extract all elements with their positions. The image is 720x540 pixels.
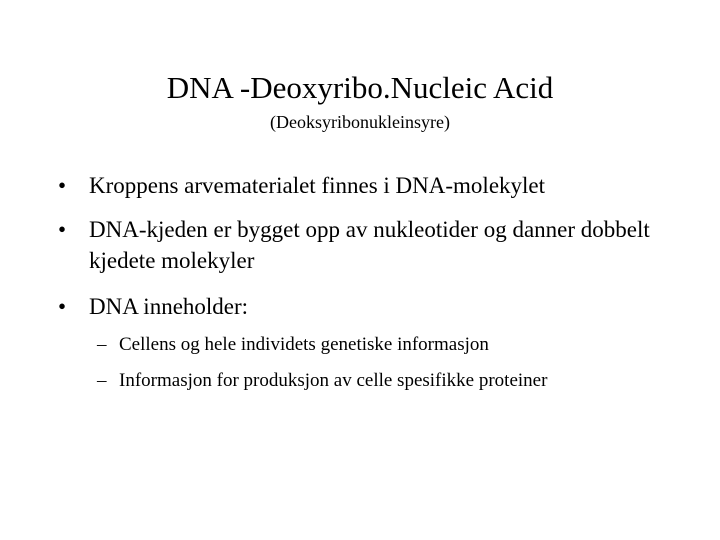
slide-title-text: DNA -Deoxyribo.Nucleic Acid (166, 70, 554, 105)
bullet-text: Kroppens arvematerialet finnes i DNA-molekylet (89, 173, 546, 198)
bullet-marker: • (58, 294, 67, 319)
bullet-text: DNA-kjeden er bygget opp av nukleotider og danner dobbelt kjedete molekyler (89, 217, 650, 273)
bullet-item (58, 214, 678, 276)
sub-bullet-marker: – (97, 334, 107, 355)
sub-bullet-item (97, 369, 697, 393)
bullet-marker: • (58, 173, 67, 198)
bullet-item (58, 291, 678, 322)
bullet-text: DNA inneholder: (89, 294, 249, 319)
slide-subtitle: (Deoksyribonukleinsyre) (270, 112, 450, 132)
sub-bullet-marker: – (97, 370, 107, 391)
bullet-item (58, 170, 678, 201)
bullet-marker: • (58, 217, 67, 242)
sub-bullet-text: Informasjon for produksjon av celle spesifikke proteiner (119, 370, 548, 391)
sub-bullet-item (97, 333, 697, 357)
sub-bullet-text: Cellens og hele individets genetiske informasjon (119, 334, 489, 355)
slide-title (0, 70, 720, 106)
